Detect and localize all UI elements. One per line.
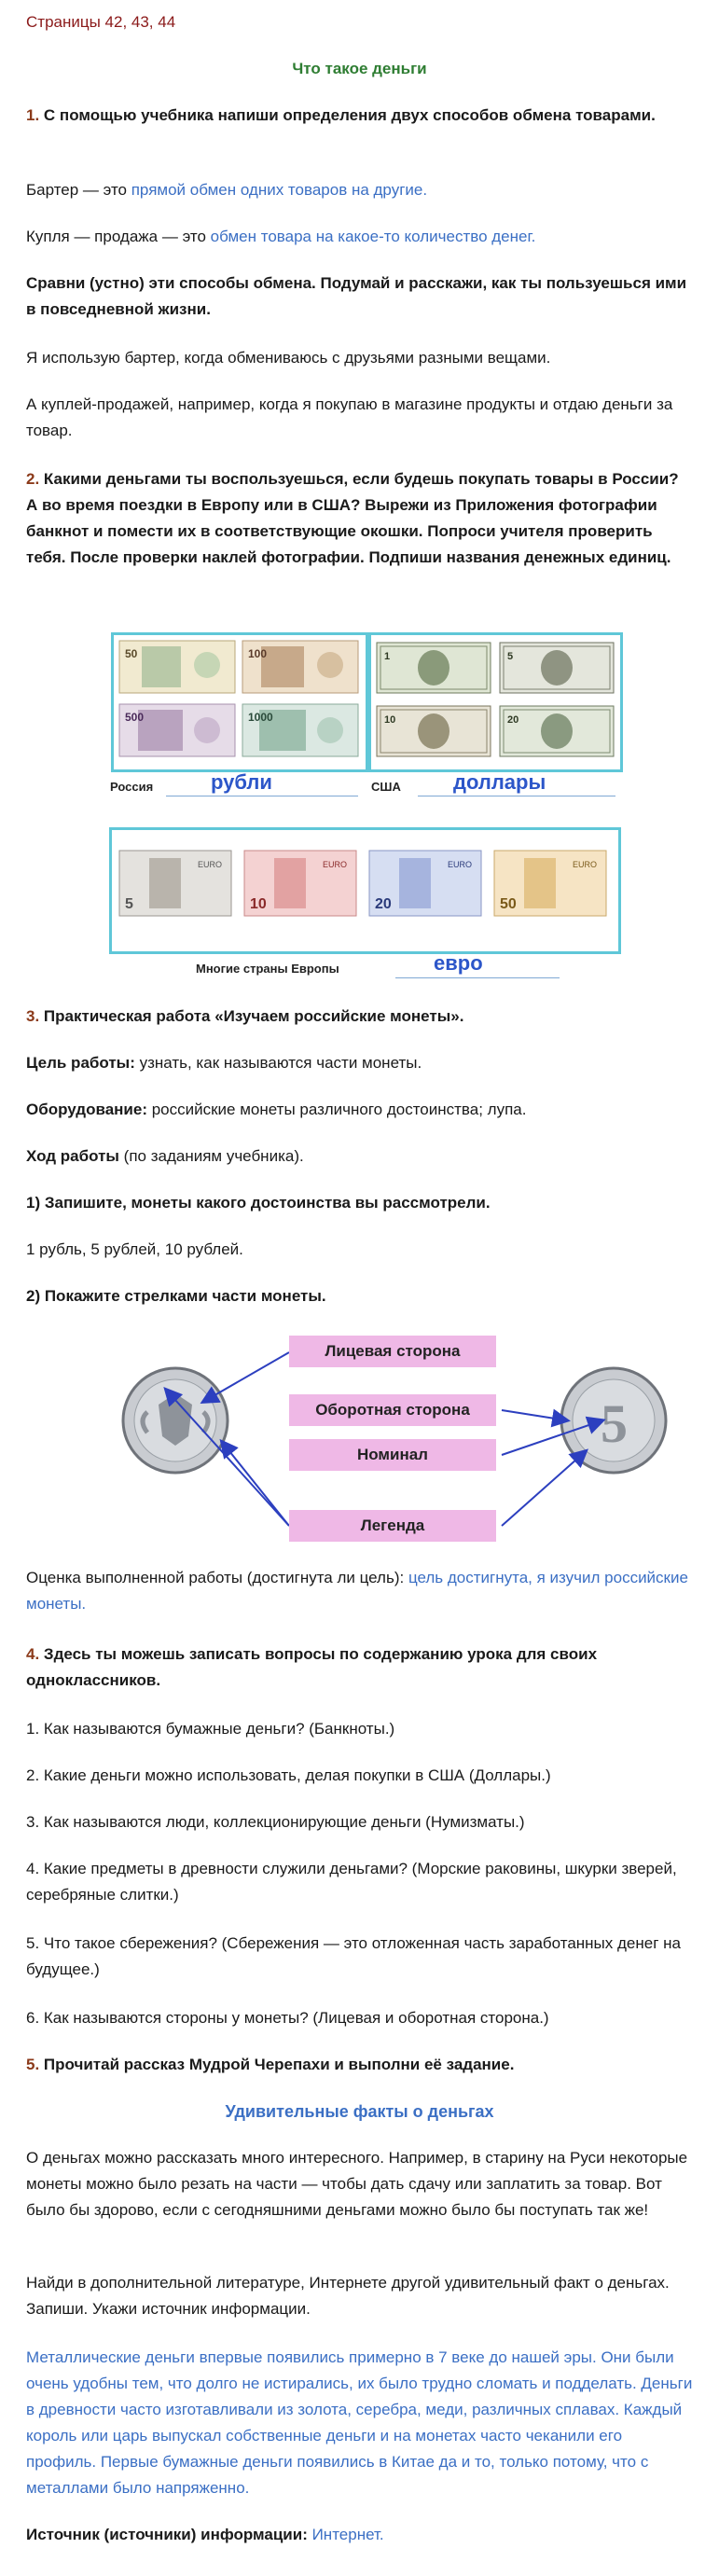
sale-definition: Купля — продажа — это обмен товара на какое-то количество денег. — [26, 228, 536, 245]
task5-heading: 5. Прочитай рассказ Мудрой Черепахи и выполни её задание. — [26, 2056, 515, 2073]
rub-note-1-value: 50 — [125, 647, 138, 660]
task3-question2: 2) Покажите стрелками части монеты. — [26, 1287, 326, 1305]
rubles-banknotes — [114, 635, 366, 769]
task4-question-3: 3. Как называются люди, коллекционирующие деньги (Нумизматы.) — [26, 1813, 525, 1831]
rubles-panel — [111, 632, 368, 772]
euro-banknotes — [112, 830, 618, 951]
story-title: Удивительные факты о деньгах — [225, 2102, 494, 2121]
arrow-face — [203, 1352, 289, 1402]
source-line: Источник (источники) информации: Интернет. — [26, 2526, 384, 2543]
eur-note-3-value: 20 — [375, 896, 392, 912]
task4-question-1: 1. Как называются бумажные деньги? (Банкноты.) — [26, 1720, 395, 1738]
usa-currency: доллары — [453, 770, 546, 794]
dollars-panel — [368, 632, 623, 772]
rub-note-4-value: 1000 — [248, 711, 273, 724]
euro-currency: евро — [434, 951, 483, 975]
usd-note-4-value: 20 — [507, 714, 519, 726]
task3-heading: 3. Практическая работа «Изучаем российские монеты». — [26, 1007, 464, 1025]
coin-label-reverse: Оборотная сторона — [289, 1394, 496, 1426]
task1-answer2: А куплей-продажей, например, когда я покупаю в магазине продукты и отдаю деньги за товар. — [26, 395, 673, 439]
russia-currency: рубли — [211, 770, 272, 794]
page-title: Что такое деньги — [292, 60, 427, 77]
usd-note-3-value: 10 — [384, 714, 396, 726]
rub-note-3-value: 500 — [125, 711, 145, 724]
arrow-legend-left — [222, 1442, 289, 1526]
dollar-banknotes — [371, 635, 620, 769]
eur-note-4-word: EURO — [573, 860, 598, 869]
task3-question1: 1) Запишите, монеты какого достоинства вы рассмотрели. — [26, 1194, 491, 1212]
story-text: О деньгах можно рассказать много интересного. Например, в старину на Руси некоторые монеты можно было резать на части — чтобы дать сдачу или заплатить за товар. Вот было бы здорово, если с сегодняшними деньгами можно было бы поступать так же! — [26, 2149, 688, 2219]
coin-value: 5 — [601, 1393, 628, 1454]
coin-label-legend: Легенда — [289, 1510, 496, 1542]
eur-note-2-value: 10 — [250, 896, 267, 912]
usd-note-1-value: 1 — [384, 651, 391, 662]
arrow-reverse — [502, 1410, 567, 1420]
task5-instruction: Найди в дополнительной литературе, Интернете другой удивительный факт о деньгах. Запиши. Укажи источник информации. — [26, 2274, 670, 2318]
eur-note-1-word: EURO — [198, 860, 223, 869]
task4-question-6: 6. Как называются стороны у монеты? (Лицевая и оборотная сторона.) — [26, 2009, 549, 2027]
usa-label: США — [371, 780, 401, 794]
usd-note-2 — [500, 643, 614, 693]
task3-course: Ход работы (по заданиям учебника). — [26, 1147, 304, 1165]
euro-label: Многие страны Европы — [196, 962, 339, 976]
pages-label: Страницы 42, 43, 44 — [26, 13, 176, 31]
fact-text: Металлические деньги впервые появились примерно в 7 веке до нашей эры. Они были очень удобны тем, что долго не истирались, их было трудно сломать и подделать. Деньги в древности часто изготавливали из золота, серебра, меди, различных сплавах. Каждый король или царь выпускал собственные деньги и на монетах часто чеканили его профиль. Первые бумажные деньги появились в Китае да и то, только потому, что с металлами было напряженно. — [26, 2348, 693, 2497]
eur-note-2-word: EURO — [323, 860, 348, 869]
task3-evaluation: Оценка выполненной работы (достигнута ли цель): цель достигнута, я изучил российские монеты. — [26, 1569, 688, 1613]
coin-obverse — [123, 1368, 228, 1473]
task4-question-2: 2. Какие деньги можно использовать, делая покупки в США (Доллары.) — [26, 1766, 551, 1784]
eur-note-1-value: 5 — [125, 896, 133, 912]
coin-label-nominal: Номинал — [289, 1439, 496, 1471]
arrow-legend-right — [502, 1451, 586, 1526]
task4-heading: 4. Здесь ты можешь записать вопросы по содержанию урока для своих одноклассников. — [26, 1645, 598, 1689]
usd-note-2-value: 5 — [507, 651, 514, 662]
russia-label: Россия — [110, 780, 154, 794]
task3-equipment: Оборудование: российские монеты различного достоинства; лупа. — [26, 1101, 527, 1118]
usd-note-1 — [377, 643, 491, 693]
task3-goal: Цель работы: узнать, как называются части монеты. — [26, 1054, 422, 1072]
task4-question-4: 4. Какие предметы в древности служили деньгами? (Морские раковины, шкурки зверей, серебряные слитки.) — [26, 1860, 677, 1904]
euro-panel — [109, 827, 621, 954]
barter-definition: Бартер — это прямой обмен одних товаров на другие. — [26, 181, 428, 199]
task1-compare: Сравни (устно) эти способы обмена. Подумай и расскажи, как ты пользуешься ими в повседневной жизни. — [26, 274, 687, 318]
euro-underline — [395, 977, 560, 978]
task4-question-5: 5. Что такое сбережения? (Сбережения — это отложенная часть заработанных денег на будущее.) — [26, 1934, 681, 1978]
coin-label-face: Лицевая сторона — [289, 1336, 496, 1367]
task1-heading: 1. С помощью учебника напиши определения двух способов обмена товарами. — [26, 106, 656, 124]
rub-note-2-value: 100 — [248, 647, 268, 660]
eur-note-3-word: EURO — [448, 860, 473, 869]
task3-answer1: 1 рубль, 5 рублей, 10 рублей. — [26, 1240, 243, 1258]
eur-note-4-value: 50 — [500, 896, 517, 912]
task2-heading: 2. Какими деньгами ты воспользуешься, если будешь покупать товары в России? А во время поездки в Европу или в США? Вырежи из Приложения фотографии банкнот и помести их в соответствующие окошки. Попроси учителя проверить тебя. После проверки наклей фотографии. Подпиши названия денежных единиц. — [26, 470, 679, 566]
task1-answer1: Я использую бартер, когда обмениваюсь с друзьями разными вещами. — [26, 349, 551, 367]
